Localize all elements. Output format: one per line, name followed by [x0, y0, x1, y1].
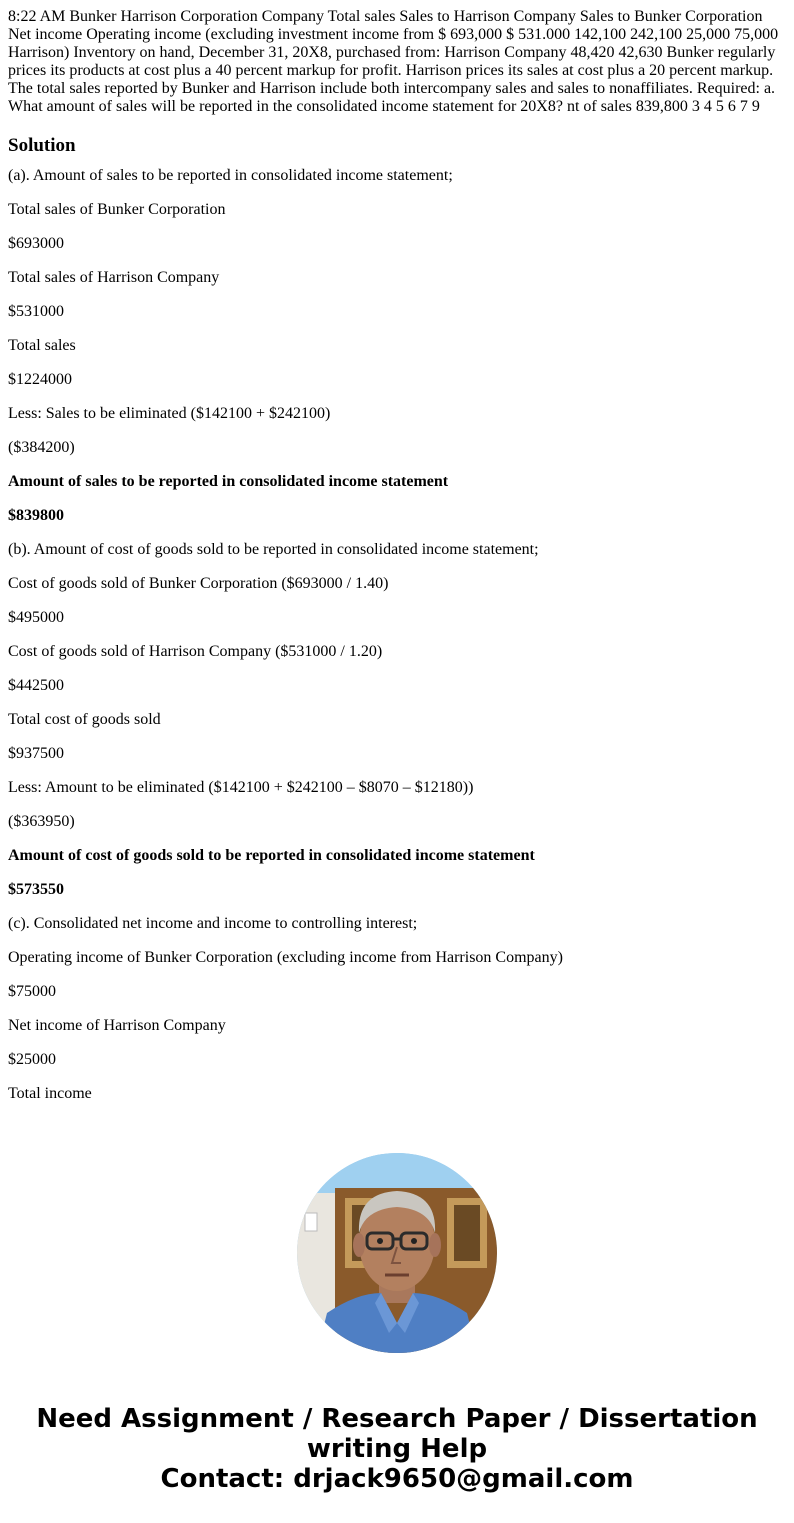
solution-line: Total sales of Bunker Corporation [8, 201, 226, 218]
promo-line-1: Need Assignment / Research Paper / Dissertation [36, 1404, 758, 1434]
solution-line: $75000 [8, 983, 56, 1000]
solution-lines [8, 167, 786, 1103]
solution-line: Cost of goods sold of Harrison Company ($531000 / 1.20) [8, 643, 383, 660]
promo-line-2: writing Help [306, 1434, 488, 1464]
solution-heading: Solution [8, 135, 76, 156]
solution-line: Less: Sales to be eliminated ($142100 + $242100) [8, 405, 331, 422]
solution-line: ($363950) [8, 813, 75, 830]
solution-line: $937500 [8, 745, 64, 762]
solution-line: Total cost of goods sold [8, 711, 161, 728]
solution-line: Total sales [8, 337, 76, 354]
question-text: 8:22 AM Bunker Harrison Corporation Company Total sales Sales to Harrison Company Sales to Bunker Corporation Net income Operating income (excluding investment income from $ 693,000 $ 531.000 142,100 242,100 25,000 75,000 Harrison) Inventory on hand, December 31, 20X8, purchased from: Harrison Company 48,420 42,630 Bunker regularly prices its products at cost plus a 40 percent markup for profit. Harrison prices its sales at cost plus a 20 percent markup. The total sales reported by Bunker and Harrison include both intercompany sales and sales to nonaffiliates. Required: a. What amount of sales will be reported in the consolidated income statement for 20X8? nt of sales 839,800 3 4 5 6 7 9 [8, 8, 779, 115]
solution-line: (b). Amount of cost of goods sold to be reported in consolidated income statement; [8, 541, 539, 558]
solution-line: $573550 [8, 881, 64, 898]
solution-line: $25000 [8, 1051, 56, 1068]
solution-line: $442500 [8, 677, 64, 694]
solution-line: Amount of sales to be reported in consolidated income statement [8, 473, 449, 490]
solution-line: Operating income of Bunker Corporation (excluding income from Harrison Company) [8, 949, 563, 966]
contact-banner [0, 1404, 794, 1494]
solution-line: $531000 [8, 303, 64, 320]
author-photo [297, 1153, 497, 1353]
solution-line: Cost of goods sold of Bunker Corporation ($693000 / 1.40) [8, 575, 389, 592]
solution-line: $495000 [8, 609, 64, 626]
solution-line: (c). Consolidated net income and income to controlling interest; [8, 915, 418, 932]
solution-line: $1224000 [8, 371, 72, 388]
solution-line: Total sales of Harrison Company [8, 269, 220, 286]
solution-line: Net income of Harrison Company [8, 1017, 226, 1034]
promo-contact: Contact: drjack9650@gmail.com [160, 1464, 634, 1494]
solution-line: Less: Amount to be eliminated ($142100 + $242100 – $8070 – $12180)) [8, 779, 474, 796]
solution-line: Amount of cost of goods sold to be reported in consolidated income statement [8, 847, 535, 864]
solution-line: $839800 [8, 507, 64, 524]
solution-line: $693000 [8, 235, 64, 252]
solution-line: (a). Amount of sales to be reported in consolidated income statement; [8, 167, 453, 184]
solution-line: ($384200) [8, 439, 75, 456]
solution-line: Total income [8, 1085, 92, 1102]
